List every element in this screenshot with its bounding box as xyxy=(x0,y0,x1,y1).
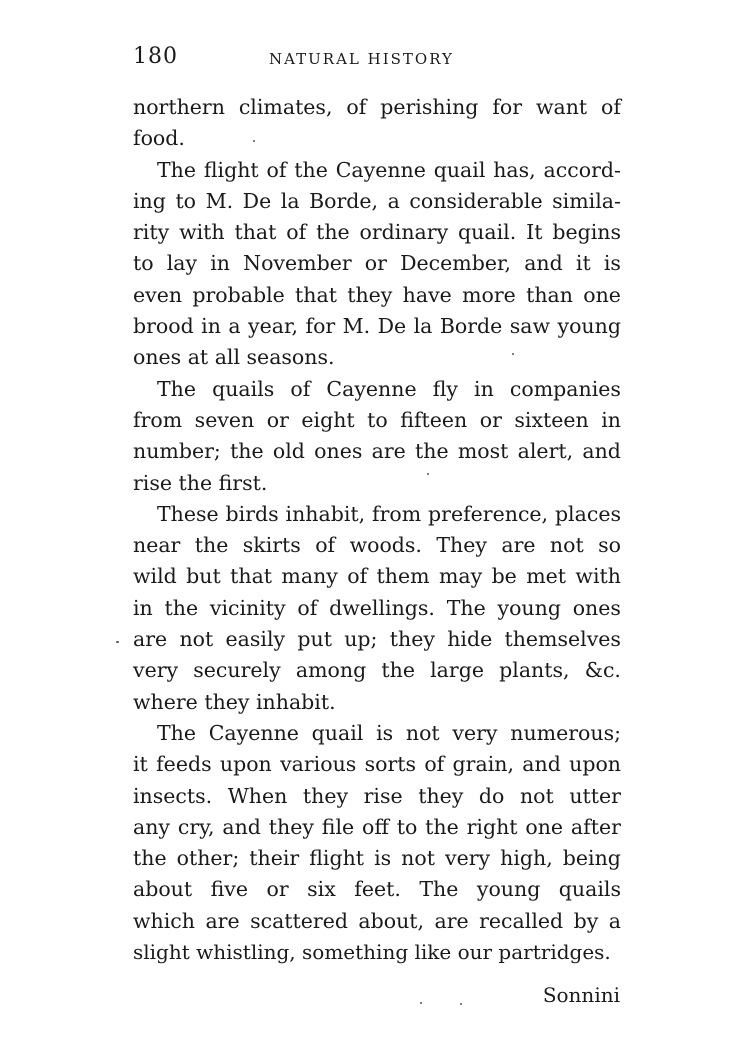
word: by xyxy=(573,908,599,933)
word: of xyxy=(290,376,311,401)
text-line xyxy=(133,155,621,186)
word: of xyxy=(286,220,307,245)
word: or xyxy=(364,251,387,276)
word: they xyxy=(268,814,314,839)
word: off xyxy=(361,814,389,839)
word: sixteen xyxy=(514,407,589,432)
text-line xyxy=(133,937,621,968)
word: M. xyxy=(205,188,234,213)
text-line xyxy=(133,405,621,436)
word: year, xyxy=(248,314,299,339)
word: are xyxy=(434,908,469,933)
text-line xyxy=(133,123,621,154)
text-line xyxy=(133,843,621,874)
word: large xyxy=(430,658,484,683)
word: one xyxy=(583,282,621,307)
word: very xyxy=(452,720,498,745)
line-text xyxy=(133,561,621,592)
line-text xyxy=(157,718,621,749)
word: plants, xyxy=(499,658,570,683)
word: Cayenne xyxy=(208,720,299,745)
word: quail. xyxy=(458,220,517,245)
text-line xyxy=(133,342,621,373)
word: or xyxy=(266,877,289,902)
word: of xyxy=(297,595,318,620)
word: numerous; xyxy=(510,720,621,745)
word: of xyxy=(424,752,445,777)
print-speck xyxy=(116,641,119,643)
word: a xyxy=(387,188,400,213)
word: not xyxy=(405,720,440,745)
word: them xyxy=(376,564,430,589)
word: accord- xyxy=(543,157,621,182)
word: most xyxy=(457,439,509,464)
line-text: food. xyxy=(133,126,185,151)
word: rise xyxy=(363,783,403,808)
line-text xyxy=(133,311,621,342)
word: the xyxy=(133,846,167,871)
word: have xyxy=(402,282,452,307)
word: northern xyxy=(133,95,225,119)
line-text: ones at all seasons. xyxy=(133,345,335,370)
word: cry, xyxy=(177,814,215,839)
word: themselves xyxy=(504,627,621,652)
word: may xyxy=(438,564,483,589)
word: for xyxy=(492,95,523,119)
word: very xyxy=(133,658,179,683)
word: a xyxy=(228,314,241,339)
line-text xyxy=(133,405,621,436)
word: &c. xyxy=(584,658,621,683)
word: of xyxy=(601,95,621,119)
word: la xyxy=(280,188,300,213)
word: skirts xyxy=(242,533,301,558)
line-text xyxy=(133,217,621,248)
word: young xyxy=(497,595,561,620)
line-text xyxy=(133,781,621,812)
line-text xyxy=(133,812,621,843)
word: in xyxy=(133,595,153,620)
word: with xyxy=(575,564,621,589)
page-number: 180 xyxy=(133,44,178,69)
word: They xyxy=(436,533,487,558)
line-text xyxy=(133,248,621,279)
word: feeds xyxy=(156,752,212,777)
word: the xyxy=(316,220,350,245)
word: perishing xyxy=(380,95,479,119)
text-line xyxy=(133,593,621,624)
word: to xyxy=(396,814,418,839)
word: December, xyxy=(400,251,512,276)
word: about, xyxy=(358,908,425,933)
word: or xyxy=(479,407,502,432)
word: These xyxy=(157,501,219,526)
word: and xyxy=(522,752,561,777)
line-text xyxy=(133,843,621,874)
text-line xyxy=(133,906,621,937)
author-signature: Sonnini xyxy=(542,983,620,1007)
word: De xyxy=(377,314,407,339)
word: It xyxy=(526,220,543,245)
word: securely xyxy=(193,658,281,683)
word: among xyxy=(295,658,367,683)
line-text xyxy=(133,280,621,311)
word: are xyxy=(133,627,168,652)
word: up; xyxy=(344,627,378,652)
word: a xyxy=(608,908,621,933)
word: are xyxy=(501,533,536,558)
word: in xyxy=(474,376,494,401)
word: not xyxy=(519,783,554,808)
word: begins xyxy=(552,220,621,245)
word: feet. xyxy=(354,877,401,902)
word: vicinity xyxy=(209,595,286,620)
word: dwellings. xyxy=(329,595,435,620)
word: the xyxy=(425,814,459,839)
word: about xyxy=(133,877,193,902)
word: not xyxy=(179,627,214,652)
word: inhabit, xyxy=(285,501,366,526)
word: seven xyxy=(194,407,255,432)
word: flight xyxy=(309,846,365,871)
word: with xyxy=(179,220,225,245)
word: is xyxy=(603,251,621,276)
word: lay xyxy=(166,251,198,276)
print-speck xyxy=(512,353,514,355)
word: they xyxy=(389,627,435,652)
word: being xyxy=(562,846,621,871)
line-text xyxy=(157,499,621,530)
word: fly xyxy=(432,376,458,401)
word: alert, xyxy=(517,439,574,464)
word: The xyxy=(446,595,486,620)
word: their xyxy=(249,846,300,871)
line-text xyxy=(133,436,621,467)
word: it xyxy=(133,752,148,777)
word: sorts xyxy=(364,752,417,777)
print-speck xyxy=(460,1003,462,1005)
line-text xyxy=(133,186,621,217)
word: of xyxy=(266,157,287,182)
word: old xyxy=(272,439,305,464)
word: has, xyxy=(493,157,536,182)
word: the xyxy=(164,595,199,620)
word: which xyxy=(133,908,195,933)
word: The xyxy=(157,376,197,401)
word: near xyxy=(133,533,181,558)
word: Cayenne xyxy=(335,157,426,182)
word: in xyxy=(601,407,621,432)
line-text: where they inhabit. xyxy=(133,689,336,714)
text-line xyxy=(133,655,621,686)
word: quail xyxy=(433,157,486,182)
line-text xyxy=(133,530,621,561)
word: they xyxy=(347,282,393,307)
word: are xyxy=(371,439,406,464)
word: considerable xyxy=(409,188,543,213)
word: and xyxy=(524,251,563,276)
word: want xyxy=(535,95,588,119)
word: is xyxy=(374,846,392,871)
word: from xyxy=(133,407,183,432)
word: the xyxy=(415,439,449,464)
word: grain, xyxy=(452,752,514,777)
line-text xyxy=(133,593,621,624)
word: places xyxy=(554,501,621,526)
word: De xyxy=(242,188,272,213)
word: Borde, xyxy=(309,188,379,213)
word: quail xyxy=(311,720,364,745)
word: M. xyxy=(342,314,371,339)
word: high, xyxy=(500,846,553,871)
word: utter xyxy=(569,783,621,808)
word: that xyxy=(295,282,337,307)
line-text xyxy=(133,624,621,655)
print-speck xyxy=(427,473,429,475)
text-line xyxy=(133,749,621,780)
text-line xyxy=(133,687,621,718)
word: very xyxy=(445,846,491,871)
word: of xyxy=(346,95,367,119)
word: and xyxy=(222,814,261,839)
print-speck xyxy=(253,140,255,142)
line-text xyxy=(133,92,621,123)
word: November xyxy=(243,251,352,276)
text-line xyxy=(133,311,621,342)
word: eight xyxy=(301,407,355,432)
word: are xyxy=(205,908,240,933)
word: ones xyxy=(572,595,621,620)
word: be xyxy=(491,564,517,589)
word: ordinary xyxy=(359,220,449,245)
word: ing xyxy=(133,188,166,213)
text-line xyxy=(133,186,621,217)
word: any xyxy=(133,814,171,839)
word: in xyxy=(210,251,231,276)
word: not xyxy=(401,846,435,871)
word: is xyxy=(376,720,394,745)
word: When xyxy=(227,783,288,808)
line-text xyxy=(133,655,621,686)
running-head xyxy=(133,44,623,74)
word: climates, xyxy=(238,95,333,119)
word: that xyxy=(230,564,273,589)
line-text: slight whistling, something like our partridges. xyxy=(133,940,611,965)
word: wild xyxy=(133,564,177,589)
word: put xyxy=(297,627,332,652)
text-line xyxy=(133,280,621,311)
line-text xyxy=(157,155,621,186)
text-line xyxy=(133,248,621,279)
word: that xyxy=(234,220,277,245)
word: scattered xyxy=(250,908,348,933)
word: rity xyxy=(133,220,170,245)
word: probable xyxy=(192,282,285,307)
body-text xyxy=(133,92,621,968)
word: number; xyxy=(133,439,221,464)
line-text xyxy=(133,874,621,905)
word: brood xyxy=(133,314,194,339)
line-text xyxy=(157,374,621,405)
word: woods. xyxy=(349,533,422,558)
word: to xyxy=(367,407,388,432)
text-line xyxy=(133,374,621,405)
word: the xyxy=(230,439,264,464)
word: after xyxy=(570,814,621,839)
word: so xyxy=(598,533,621,558)
text-line xyxy=(133,92,621,123)
word: the xyxy=(294,157,328,182)
word: hide xyxy=(447,627,493,652)
word: than xyxy=(526,282,573,307)
text-line xyxy=(133,874,621,905)
word: various xyxy=(280,752,357,777)
word: file xyxy=(321,814,355,839)
word: many xyxy=(281,564,338,589)
word: of xyxy=(347,564,368,589)
word: not xyxy=(549,533,584,558)
word: they xyxy=(418,783,464,808)
word: from xyxy=(372,501,422,526)
word: it xyxy=(575,251,591,276)
word: to xyxy=(175,188,197,213)
text-line xyxy=(133,217,621,248)
word: The xyxy=(157,720,197,745)
word: The xyxy=(157,157,197,182)
word: the xyxy=(194,533,229,558)
word: they xyxy=(302,783,349,808)
text-line xyxy=(133,561,621,592)
word: but xyxy=(186,564,221,589)
word: one xyxy=(525,814,564,839)
word: do xyxy=(478,783,505,808)
word: simila- xyxy=(552,188,621,213)
word: recalled xyxy=(479,908,564,933)
word: young xyxy=(557,314,621,339)
text-line xyxy=(133,624,621,655)
word: saw xyxy=(509,314,551,339)
word: Borde xyxy=(439,314,503,339)
text-line xyxy=(133,718,621,749)
word: right xyxy=(466,814,518,839)
text-line xyxy=(133,499,621,530)
word: of xyxy=(315,533,336,558)
word: more xyxy=(462,282,516,307)
word: insects. xyxy=(133,783,213,808)
running-title: NATURAL HISTORY xyxy=(269,50,454,68)
word: quails xyxy=(558,877,621,902)
word: upon xyxy=(219,752,272,777)
word: young xyxy=(476,877,541,902)
word: and xyxy=(582,439,621,464)
word: to xyxy=(133,251,154,276)
word: or xyxy=(266,407,289,432)
print-speck xyxy=(420,1002,422,1004)
word: six xyxy=(307,877,336,902)
word: la xyxy=(413,314,433,339)
text-line xyxy=(133,781,621,812)
word: Cayenne xyxy=(326,376,417,401)
text-line xyxy=(133,530,621,561)
word: easily xyxy=(225,627,286,652)
word: flight xyxy=(203,157,259,182)
word: fifteen xyxy=(400,407,468,432)
word: even xyxy=(133,282,183,307)
line-text xyxy=(133,906,621,937)
word: birds xyxy=(225,501,279,526)
word: other; xyxy=(176,846,240,871)
text-line xyxy=(133,468,621,499)
word: upon xyxy=(569,752,621,777)
word: companies xyxy=(509,376,621,401)
line-text xyxy=(133,749,621,780)
line-text: rise the first. xyxy=(133,470,268,495)
word: five xyxy=(210,877,249,902)
word: met xyxy=(526,564,567,589)
word: ones xyxy=(314,439,363,464)
word: preference, xyxy=(428,501,549,526)
word: for xyxy=(305,314,336,339)
word: in xyxy=(201,314,221,339)
word: The xyxy=(419,877,459,902)
word: quails xyxy=(212,376,275,401)
text-line xyxy=(133,812,621,843)
word: the xyxy=(381,658,415,683)
text-line xyxy=(133,436,621,467)
